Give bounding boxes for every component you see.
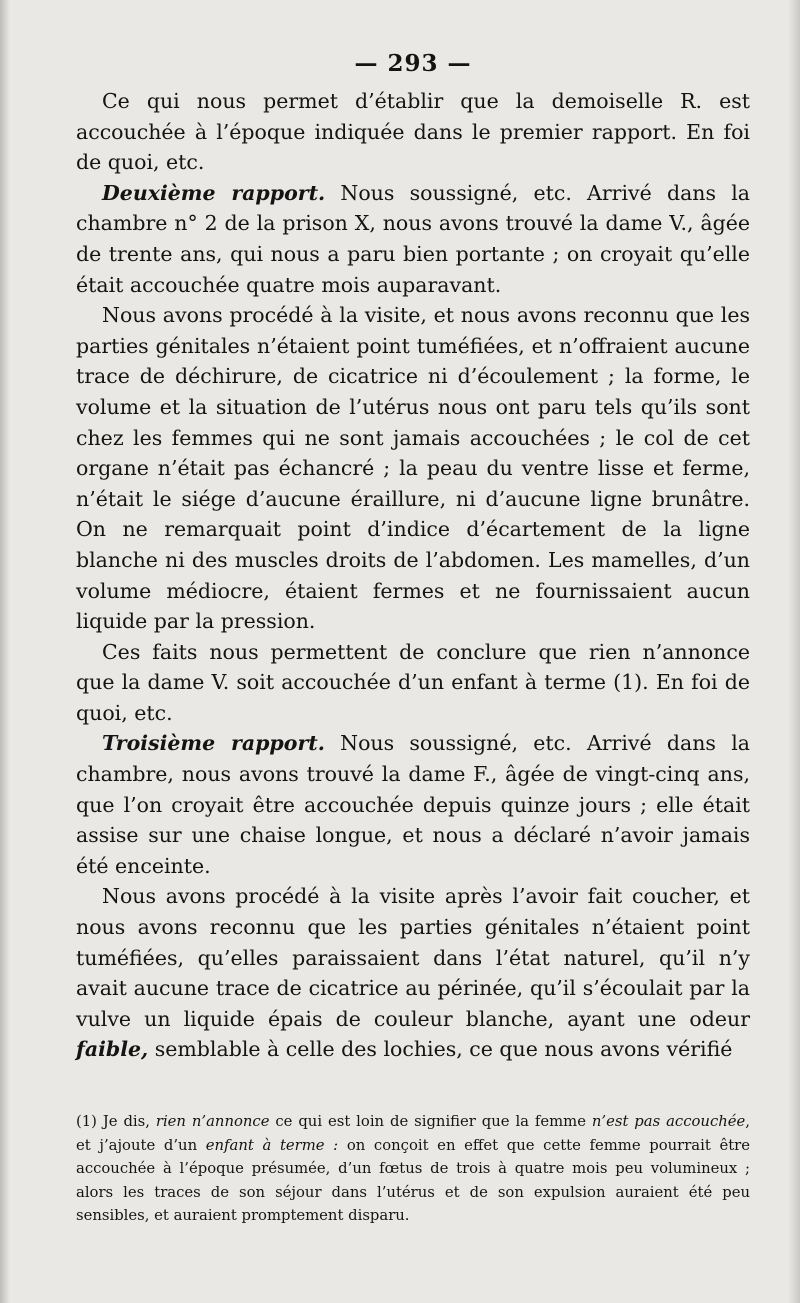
footnote-emphasis-2: n’est pas accouchée — [591, 1113, 746, 1130]
paragraph-2-text: Nous soussigné, etc. Arrivé dans la chambre n° 2 de la prison X, nous avons trouvé la dame V., âgée de trente ans, qui nous a paru bien portante ; on croyait qu’elle était accouchée quatre mois auparavant. — [76, 180, 751, 297]
paragraph-6 — [76, 881, 750, 1065]
paragraph-3: Nous avons procédé à la visite, et nous avons reconnu que les parties génitales n’étaient point tuméfiées, et n’offraient aucune trace de déchirure, de cicatrice ni d’écoulement ; la forme, le volume et la situation de l’utérus nous ont paru tels qu’ils sont chez les femmes qui ne sont jamais accouchées ; le col de cet organe n’était pas échancré ; la peau du ventre lisse et ferme, n’était le siége d’aucune éraillure, ni d’aucune ligne brunâtre. On ne remarquait point d’indice d’écartement de la ligne blanche ni des muscles droits de l’abdomen. Les mamelles, d’un volume médiocre, étaient fermes et ne fournissaient aucun liquide par la pression. — [76, 303, 750, 634]
footnote-text-1: ce qui est loin de signifier que la femme — [269, 1113, 592, 1130]
paragraph-4: Ces faits nous permettent de conclure que rien n’annonce que la dame V. soit accouchée d’un enfant à terme (1). En foi de quoi, etc. — [76, 639, 750, 725]
page-number: — 293 — — [354, 50, 472, 77]
paragraph-5 — [76, 728, 750, 881]
footnote-emphasis-3: enfant à terme : — [205, 1136, 339, 1154]
paragraph-5-text: Nous soussigné, etc. Arrivé dans la chambre, nous avons trouvé la dame F., âgée de vingt-cinq ans, que l’on croyait être accouchée depuis quinze jours ; elle était assise sur une chaise longue, et nous a déclaré n’avoir jamais été enceinte. — [76, 731, 750, 878]
section-label-troisieme-rapport: Troisième rapport. — [102, 731, 325, 756]
footnote-marker: (1) Je dis, — [76, 1113, 156, 1130]
footnote — [76, 1110, 750, 1228]
page-content — [76, 48, 750, 1065]
body-text — [76, 86, 750, 1065]
paragraph-6-text-a: Nous avons procédé à la visite après l’avoir fait coucher, et nous avons reconnu que les parties génitales n’étaient point tuméfiées, qu’elles paraissaient dans l’état naturel, qu’il n’y avait aucune trace de cicatrice au périnée, qu’il s’écoulait par la vulve un liquide épais de couleur blanche, ayant une odeur — [76, 884, 750, 1031]
page-edge-left — [0, 0, 10, 1303]
paragraph-6-text-b: semblable à celle des lochies, ce que nous avons vérifié — [148, 1037, 733, 1062]
paragraph-1: Ce qui nous permet d’établir que la demoiselle R. est accouchée à l’époque indiquée dans le premier rapport. En foi de quoi, etc. — [76, 89, 750, 175]
paragraph-6-emphasis: faible, — [76, 1037, 149, 1062]
footnote-emphasis-1: rien n’annonce — [155, 1113, 270, 1130]
paragraph-2 — [76, 178, 750, 300]
section-label-deuxieme-rapport: Deuxième rapport. — [102, 180, 326, 205]
page-edge-right — [788, 0, 800, 1303]
footnote-text-3: on conçoit en effet que cette femme pourrait être accouchée à l’époque présumée, d’un fœtus de trois à quatre mois peu volumineux ; alors les traces de son séjour dans l’utérus et de son expulsion auraient été peu sensibles, et auraient promptement disparu. — [76, 1136, 750, 1224]
footnote-text-2: , et j’ajoute d’un — [76, 1113, 750, 1154]
